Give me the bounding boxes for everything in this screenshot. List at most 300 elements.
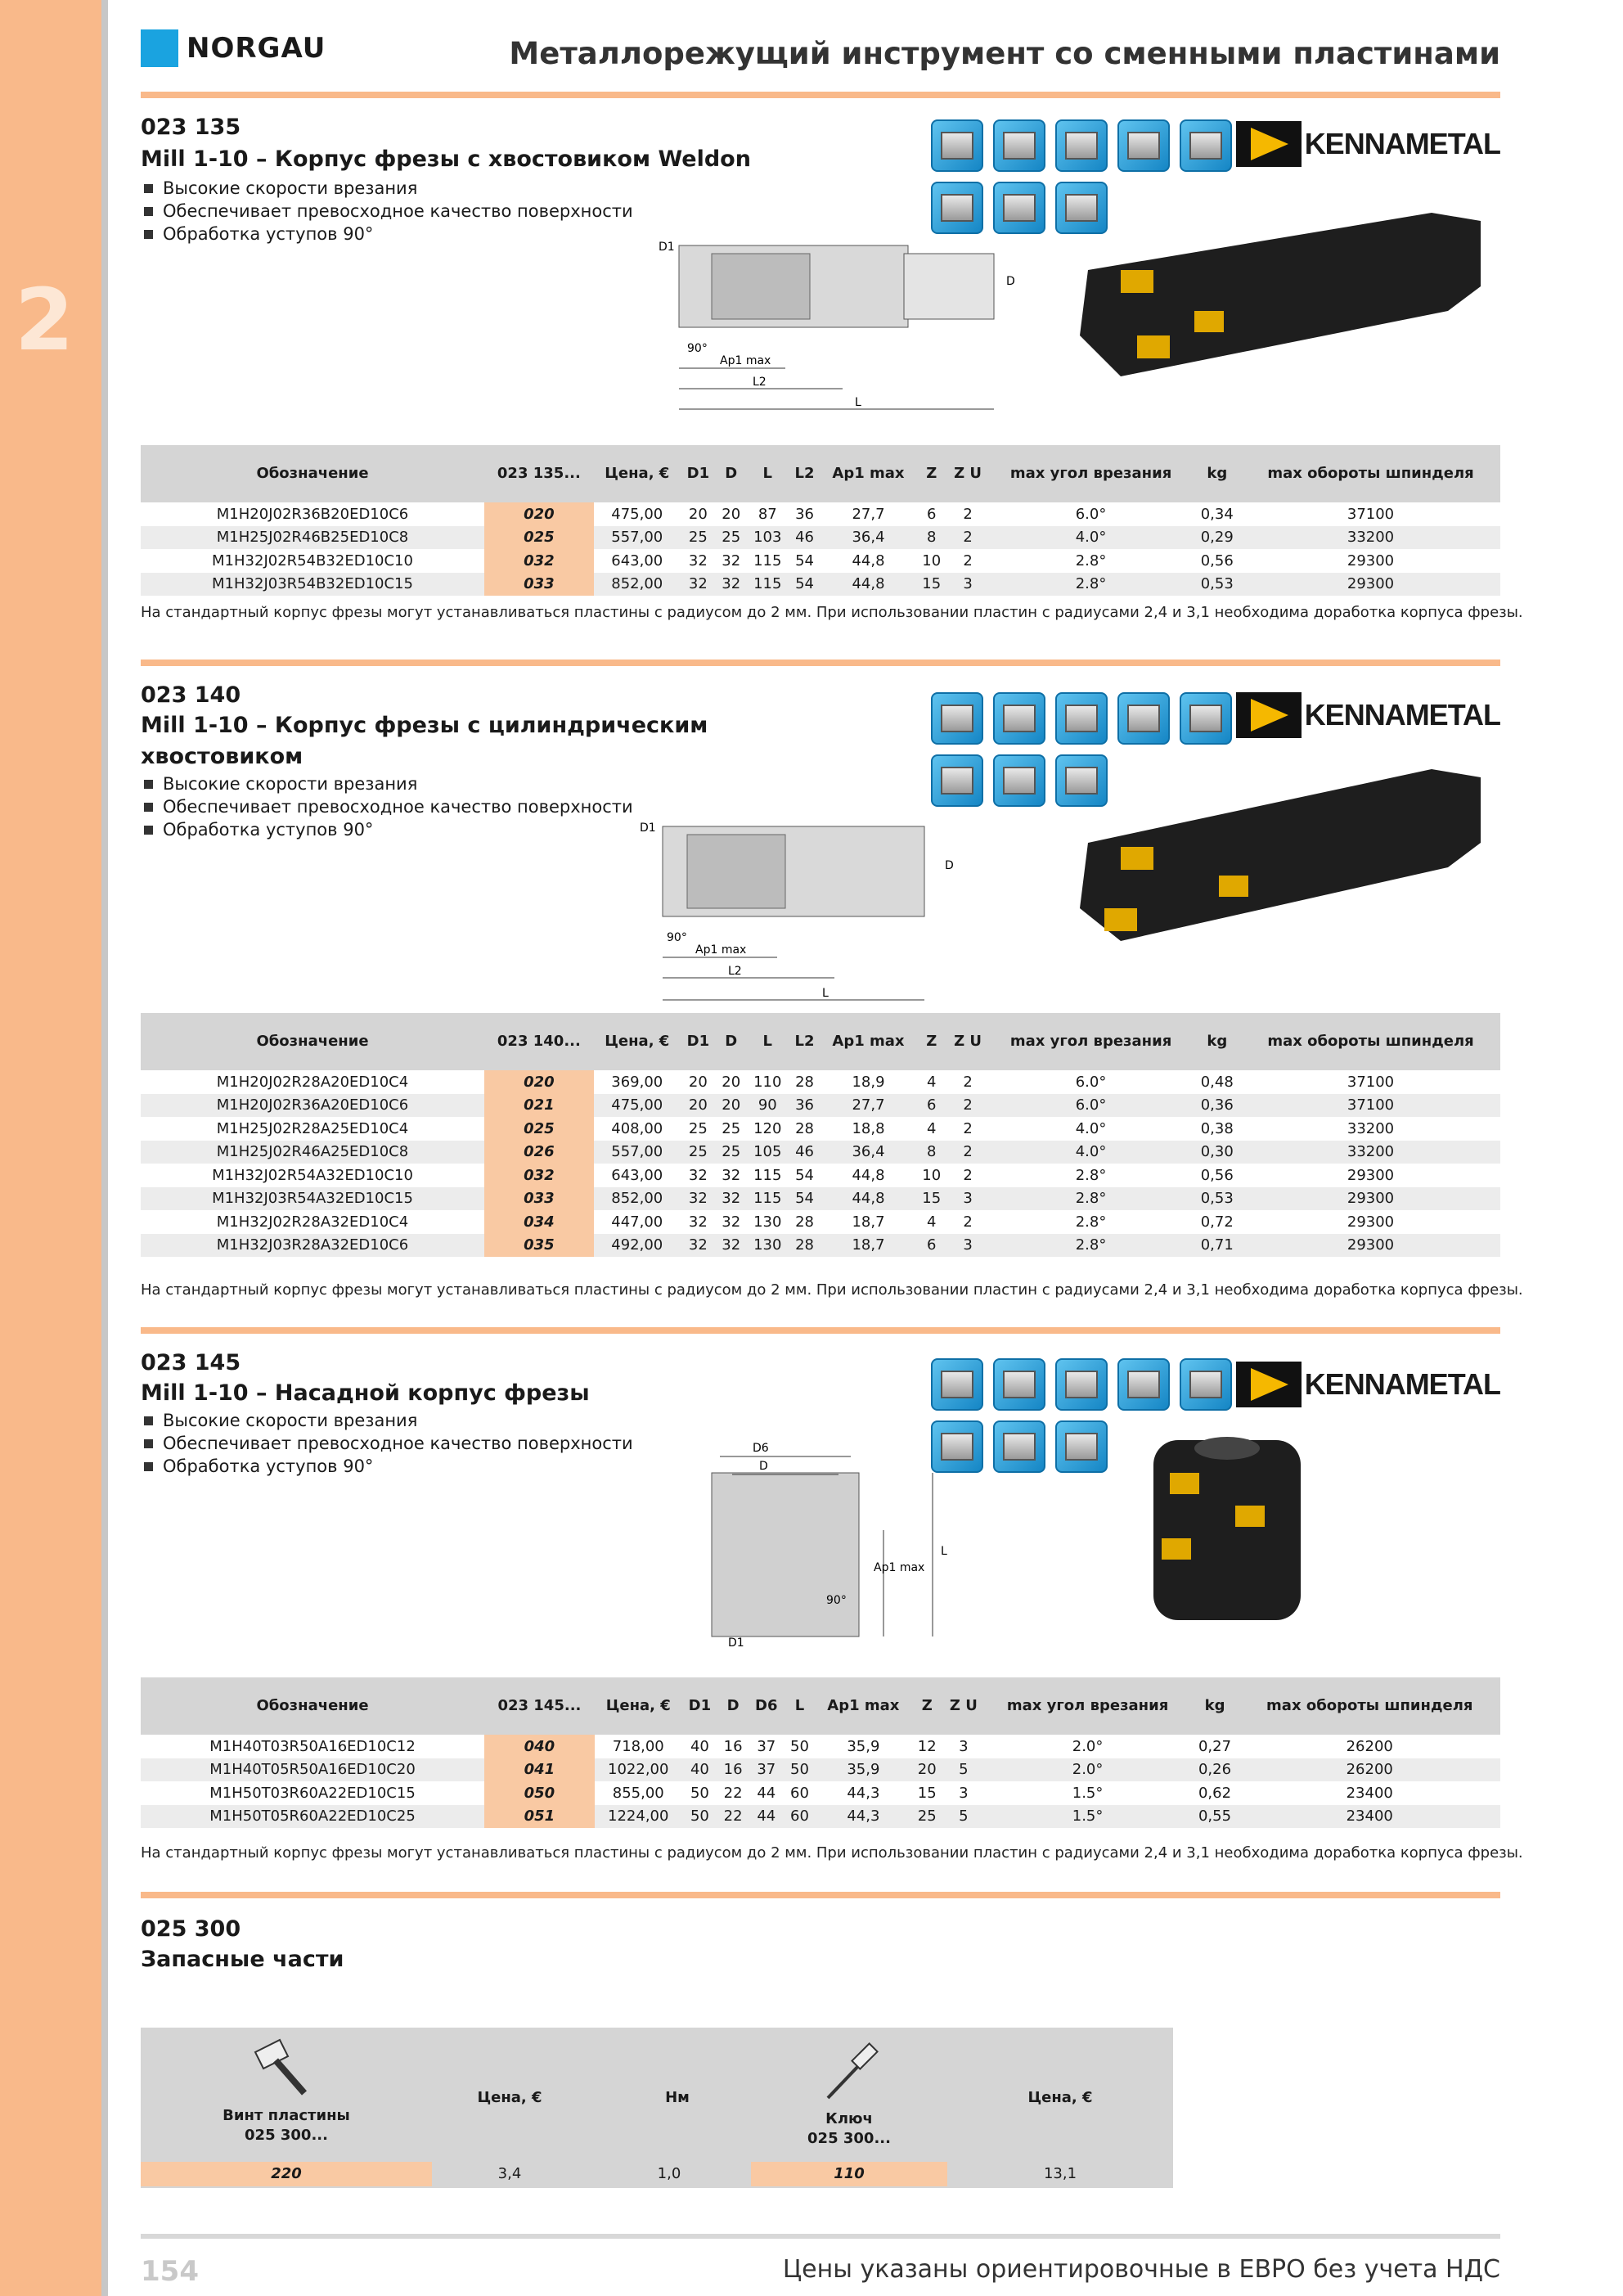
designation-cell: M1H32J02R54B32ED10C10 bbox=[212, 551, 413, 569]
screw-torque: 1,0 bbox=[657, 2165, 681, 2182]
value-cell: 26200 bbox=[1346, 1737, 1393, 1755]
section-title: Mill 1-10 – Корпус фрезы с хвостовиком Weldon bbox=[141, 146, 751, 172]
value-cell: 130 bbox=[753, 1213, 782, 1231]
value-cell: 115 bbox=[753, 1166, 782, 1184]
value-cell: 1022,00 bbox=[595, 1758, 682, 1782]
column-header: max угол врезания bbox=[989, 1013, 1194, 1070]
feature-item: Обработка уступов 90° bbox=[144, 1455, 633, 1478]
key-code: 110 bbox=[834, 2165, 865, 2182]
tool-photo bbox=[1137, 1424, 1317, 1669]
value-cell: 18,7 bbox=[852, 1213, 885, 1231]
value-cell: 2.8° bbox=[989, 1187, 1194, 1211]
feature-item: Обработка уступов 90° bbox=[144, 223, 633, 245]
value-cell: 37 bbox=[749, 1758, 784, 1782]
kennametal-k-icon bbox=[1236, 121, 1302, 167]
feature-list bbox=[144, 772, 633, 841]
value-cell: 37100 bbox=[1347, 1073, 1395, 1091]
value-cell: 54 bbox=[789, 1187, 820, 1211]
order-code-cell: 033 bbox=[484, 573, 594, 597]
value-cell: 0,53 bbox=[1194, 1187, 1242, 1211]
value-cell: 50 bbox=[682, 1805, 717, 1829]
spec-table-023140 bbox=[141, 1013, 1500, 1257]
value-cell: 2.0° bbox=[985, 1758, 1191, 1782]
tool-body bbox=[712, 1473, 859, 1636]
value-cell: 29300 bbox=[1347, 551, 1395, 569]
value-cell: 90 bbox=[747, 1094, 789, 1118]
value-cell: 32 bbox=[681, 1187, 716, 1211]
value-cell: 0,55 bbox=[1191, 1805, 1239, 1829]
value-cell: 2 bbox=[963, 551, 973, 569]
value-cell: 852,00 bbox=[594, 573, 681, 597]
section-code: 023 145 bbox=[141, 1350, 241, 1375]
value-cell: 33200 bbox=[1347, 1119, 1395, 1137]
value-cell: 32 bbox=[688, 1166, 708, 1184]
order-code-cell: 040 bbox=[484, 1735, 595, 1758]
angle-label: 90° bbox=[826, 1594, 847, 1607]
value-cell: 0,26 bbox=[1191, 1758, 1239, 1782]
key-icon bbox=[820, 2039, 885, 2105]
value-cell: 35,9 bbox=[847, 1737, 880, 1755]
dimension-drawing bbox=[687, 1440, 998, 1669]
feature-item: Высокие скорости врезания bbox=[144, 772, 633, 795]
table-row bbox=[141, 1805, 1500, 1829]
value-cell: 44 bbox=[757, 1784, 776, 1802]
value-cell: 37 bbox=[757, 1737, 776, 1755]
value-cell: 4 bbox=[927, 1213, 937, 1231]
column-header: max обороты шпинделя bbox=[1241, 445, 1500, 502]
designation-cell: M1H40T03R50A16ED10C12 bbox=[209, 1737, 416, 1755]
section-title: Mill 1-10 – Корпус фрезы с цилиндрическим bbox=[141, 713, 708, 738]
tool-flutes bbox=[687, 835, 785, 908]
value-cell: 369,00 bbox=[611, 1073, 663, 1091]
tool-shank bbox=[904, 254, 994, 319]
value-cell: 120 bbox=[753, 1119, 782, 1137]
column-header: Z U bbox=[947, 445, 989, 502]
kennametal-k-icon bbox=[1236, 1362, 1302, 1407]
value-cell: 5 bbox=[942, 1805, 984, 1829]
value-cell: 36 bbox=[789, 1094, 820, 1118]
column-header: Ap1 max bbox=[820, 1013, 916, 1070]
insert-icon bbox=[1235, 1506, 1265, 1527]
value-cell: 12 bbox=[917, 1737, 937, 1755]
value-cell: 60 bbox=[790, 1784, 809, 1802]
value-cell: 44 bbox=[749, 1805, 784, 1829]
value-cell: 46 bbox=[789, 526, 820, 550]
feature-item: Обработка уступов 90° bbox=[144, 818, 633, 841]
value-cell: 115 bbox=[747, 573, 789, 597]
value-cell: 29300 bbox=[1347, 1213, 1395, 1231]
value-cell: 103 bbox=[747, 526, 789, 550]
value-cell: 25 bbox=[716, 526, 747, 550]
ramping-icon bbox=[993, 692, 1045, 745]
order-code-cell: 025 bbox=[484, 526, 594, 550]
value-cell: 46 bbox=[789, 1141, 820, 1164]
table-row bbox=[141, 1210, 1500, 1234]
l-label: L bbox=[822, 987, 829, 1000]
designation-cell: M1H20J02R28A20ED10C4 bbox=[216, 1073, 409, 1091]
table-row bbox=[141, 549, 1500, 573]
value-cell: 3 bbox=[947, 1187, 989, 1211]
column-header: max обороты шпинделя bbox=[1241, 1013, 1500, 1070]
value-cell: 3 bbox=[947, 573, 989, 597]
value-cell: 44,3 bbox=[847, 1784, 880, 1802]
designation-cell: M1H50T03R60A22ED10C15 bbox=[209, 1784, 416, 1802]
value-cell: 0,29 bbox=[1194, 526, 1242, 550]
value-cell: 0,27 bbox=[1198, 1737, 1232, 1755]
value-cell: 0,72 bbox=[1200, 1213, 1234, 1231]
value-cell: 54 bbox=[795, 551, 814, 569]
order-code-cell: 051 bbox=[484, 1805, 595, 1829]
kennametal-text: KENNAMETAL bbox=[1304, 127, 1500, 160]
tool-flutes bbox=[712, 254, 810, 319]
value-cell: 36,4 bbox=[820, 526, 916, 550]
table-row bbox=[141, 1234, 1500, 1258]
column-header: D bbox=[716, 1013, 747, 1070]
table-row bbox=[141, 1141, 1500, 1164]
note: На стандартный корпус фрезы могут устанавливаться пластины с радиусом до 2 мм. При использовании пластин с радиусами 2,4 и 3,1 необходима доработка корпуса фрезы. bbox=[141, 1844, 1523, 1862]
designation-cell: M1H32J02R28A32ED10C4 bbox=[216, 1213, 409, 1231]
value-cell: 23400 bbox=[1346, 1784, 1393, 1802]
value-cell: 27,7 bbox=[852, 505, 885, 523]
feature-item: Обеспечивает превосходное качество поверхности bbox=[144, 200, 633, 223]
value-cell: 26200 bbox=[1239, 1758, 1501, 1782]
value-cell: 16 bbox=[717, 1758, 749, 1782]
value-cell: 15 bbox=[916, 573, 947, 597]
order-code-cell: 050 bbox=[484, 1781, 595, 1805]
section-rule bbox=[141, 1892, 1500, 1898]
order-code-cell: 033 bbox=[484, 1187, 594, 1211]
designation-cell: M1H25J02R46A25ED10C8 bbox=[141, 1141, 484, 1164]
value-cell: 8 bbox=[916, 1141, 947, 1164]
insert-icon bbox=[1194, 311, 1224, 332]
value-cell: 0,34 bbox=[1200, 505, 1234, 523]
value-cell: 4.0° bbox=[1075, 1119, 1107, 1137]
tool-photo bbox=[1072, 769, 1497, 949]
value-cell: 852,00 bbox=[594, 1187, 681, 1211]
d1-label: D1 bbox=[659, 241, 675, 254]
tool-photo bbox=[1072, 213, 1497, 393]
insert-icon bbox=[1137, 335, 1170, 358]
shoulder-milling-icon bbox=[1180, 1358, 1232, 1411]
value-cell: 1.5° bbox=[985, 1805, 1191, 1829]
value-cell: 25 bbox=[722, 1119, 741, 1137]
shoulder-milling-icon bbox=[1180, 119, 1232, 172]
designation-cell: M1H40T05R50A16ED10C20 bbox=[141, 1758, 484, 1782]
value-cell: 643,00 bbox=[611, 1166, 663, 1184]
order-code-cell: 041 bbox=[484, 1758, 595, 1782]
table-row bbox=[141, 1781, 1500, 1805]
ap1-label: Ap1 max bbox=[720, 354, 771, 367]
value-cell: 25 bbox=[911, 1805, 942, 1829]
dimension-drawing bbox=[654, 237, 1063, 425]
section-rule bbox=[141, 92, 1500, 98]
value-cell: 4.0° bbox=[989, 1141, 1194, 1164]
column-header: Ap1 max bbox=[820, 445, 916, 502]
designation-cell: M1H32J02R54A32ED10C10 bbox=[212, 1166, 413, 1184]
insert-icon bbox=[1170, 1473, 1199, 1494]
note: На стандартный корпус фрезы могут устанавливаться пластины с радиусом до 2 мм. При использовании пластин с радиусами 2,4 и 3,1 необходима доработка корпуса фрезы. bbox=[141, 1281, 1523, 1299]
value-cell: 25 bbox=[681, 526, 716, 550]
value-cell: 32 bbox=[716, 573, 747, 597]
order-code-cell: 035 bbox=[484, 1234, 594, 1258]
designation-cell: M1H32J03R54B32ED10C15 bbox=[141, 573, 484, 597]
value-cell: 0,36 bbox=[1194, 1094, 1242, 1118]
value-cell: 32 bbox=[688, 1213, 708, 1231]
screw-icon bbox=[247, 2036, 312, 2101]
value-cell: 44,8 bbox=[820, 1187, 916, 1211]
feature-item: Обеспечивает превосходное качество поверхности bbox=[144, 795, 633, 818]
ramping-icon bbox=[993, 1358, 1045, 1411]
value-cell: 44,8 bbox=[820, 573, 916, 597]
face-milling-icon bbox=[931, 119, 983, 172]
value-cell: 0,48 bbox=[1200, 1073, 1234, 1091]
value-cell: 2.8° bbox=[1075, 1213, 1107, 1231]
face-milling-icon bbox=[931, 1358, 983, 1411]
value-cell: 557,00 bbox=[594, 526, 681, 550]
value-cell: 54 bbox=[789, 573, 820, 597]
value-cell: 37100 bbox=[1241, 1094, 1500, 1118]
value-cell: 20 bbox=[722, 505, 741, 523]
value-cell: 110 bbox=[753, 1073, 782, 1091]
value-cell: 37100 bbox=[1347, 505, 1395, 523]
value-cell: 40 bbox=[682, 1758, 717, 1782]
value-cell: 32 bbox=[681, 573, 716, 597]
shoulder-milling-icon bbox=[1180, 692, 1232, 745]
value-cell: 475,00 bbox=[594, 1094, 681, 1118]
order-code-cell: 026 bbox=[484, 1141, 594, 1164]
value-cell: 22 bbox=[723, 1784, 743, 1802]
coolant-icon bbox=[1055, 1420, 1108, 1473]
key-price: 13,1 bbox=[1043, 2165, 1077, 2182]
value-cell: 20 bbox=[716, 1094, 747, 1118]
value-cell: 1224,00 bbox=[595, 1805, 682, 1829]
order-code-cell: 020 bbox=[484, 502, 594, 526]
column-header: 023 135... bbox=[484, 445, 594, 502]
value-cell: 28 bbox=[795, 1119, 814, 1137]
section-code: 023 140 bbox=[141, 682, 241, 708]
value-cell: 27,7 bbox=[820, 1094, 916, 1118]
table-row bbox=[141, 573, 1500, 597]
insert-icon bbox=[1104, 908, 1137, 931]
column-header: Z U bbox=[942, 1677, 984, 1735]
l2-label: L2 bbox=[728, 965, 742, 978]
value-cell: 0,53 bbox=[1194, 573, 1242, 597]
value-cell: 557,00 bbox=[594, 1141, 681, 1164]
column-header: D1 bbox=[682, 1677, 717, 1735]
order-code-cell: 032 bbox=[484, 549, 594, 573]
table-row bbox=[141, 1187, 1500, 1211]
kennametal-k-icon bbox=[1236, 692, 1302, 738]
order-code-cell: 025 bbox=[484, 1117, 594, 1141]
value-cell: 3 bbox=[959, 1737, 969, 1755]
value-cell: 5 bbox=[942, 1758, 984, 1782]
value-cell: 855,00 bbox=[612, 1784, 664, 1802]
value-cell: 32 bbox=[688, 551, 708, 569]
value-cell: 6 bbox=[916, 1094, 947, 1118]
value-cell: 0,62 bbox=[1198, 1784, 1232, 1802]
spec-table-023145 bbox=[141, 1677, 1500, 1828]
pocketing-icon bbox=[1117, 119, 1170, 172]
table-row bbox=[141, 526, 1500, 550]
ramping-icon bbox=[993, 119, 1045, 172]
insert-icon bbox=[1121, 270, 1153, 293]
column-header: Обозначение bbox=[141, 1013, 484, 1070]
value-cell: 28 bbox=[789, 1234, 820, 1258]
value-cell: 2 bbox=[963, 505, 973, 523]
value-cell: 408,00 bbox=[611, 1119, 663, 1137]
feature-item: Высокие скорости врезания bbox=[144, 1409, 633, 1432]
feature-list bbox=[144, 177, 633, 245]
value-cell: 50 bbox=[785, 1758, 816, 1782]
note: На стандартный корпус фрезы могут устанавливаться пластины с радиусом до 2 мм. При использовании пластин с радиусами 2,4 и 3,1 необходима доработка корпуса фрезы. bbox=[141, 604, 1523, 621]
value-cell: 16 bbox=[723, 1737, 743, 1755]
screw-code-label: 025 300... bbox=[245, 2127, 328, 2144]
value-cell: 115 bbox=[753, 551, 782, 569]
column-header: D bbox=[717, 1677, 749, 1735]
table-row bbox=[141, 1735, 1500, 1758]
value-cell: 2.8° bbox=[1075, 1166, 1107, 1184]
ap1-label: Ap1 max bbox=[695, 943, 747, 957]
value-cell: 130 bbox=[747, 1234, 789, 1258]
l-label: L bbox=[855, 396, 861, 409]
helical-interpolation-icon bbox=[993, 182, 1045, 234]
plunging-icon bbox=[931, 754, 983, 807]
chapter-number: 2 bbox=[15, 270, 74, 370]
d1-label: D1 bbox=[640, 822, 656, 835]
value-cell: 32 bbox=[722, 1213, 741, 1231]
value-cell: 33200 bbox=[1241, 1141, 1500, 1164]
angle-label: 90° bbox=[667, 931, 687, 944]
sidebar-stripe bbox=[101, 0, 108, 2296]
value-cell: 32 bbox=[716, 1187, 747, 1211]
value-cell: 6 bbox=[927, 505, 937, 523]
value-cell: 0,56 bbox=[1200, 551, 1234, 569]
value-cell: 36 bbox=[795, 505, 814, 523]
value-cell: 28 bbox=[795, 1073, 814, 1091]
column-header: 023 140... bbox=[484, 1013, 594, 1070]
value-cell: 2.0° bbox=[1072, 1737, 1104, 1755]
value-cell: 6.0° bbox=[989, 1094, 1194, 1118]
section-title: Запасные части bbox=[141, 1947, 344, 1972]
kennametal-logo bbox=[1236, 121, 1500, 167]
sidebar-band bbox=[0, 0, 101, 2296]
value-cell: 60 bbox=[785, 1805, 816, 1829]
value-cell: 643,00 bbox=[611, 551, 663, 569]
insert-icon bbox=[1121, 847, 1153, 870]
section-rule bbox=[141, 660, 1500, 666]
designation-cell: M1H25J02R46B25ED10C8 bbox=[141, 526, 484, 550]
page-title: Металлорежущий инструмент со сменными пластинами bbox=[509, 36, 1500, 71]
table-row bbox=[141, 1117, 1500, 1141]
value-cell: 475,00 bbox=[611, 505, 663, 523]
face-milling-icon bbox=[931, 692, 983, 745]
slotting-icon bbox=[1055, 1358, 1108, 1411]
designation-cell: M1H50T05R60A22ED10C25 bbox=[141, 1805, 484, 1829]
value-cell: 3 bbox=[947, 1234, 989, 1258]
value-cell: 50 bbox=[790, 1737, 809, 1755]
value-cell: 50 bbox=[690, 1784, 709, 1802]
feature-item: Обеспечивает превосходное качество поверхности bbox=[144, 1432, 633, 1455]
key-label: Ключ bbox=[825, 2110, 873, 2127]
value-cell: 2 bbox=[963, 1213, 973, 1231]
value-cell: 4 bbox=[927, 1073, 937, 1091]
brand-name: NORGAU bbox=[187, 32, 326, 65]
column-header: L bbox=[785, 1677, 816, 1735]
value-cell: 35,9 bbox=[815, 1758, 911, 1782]
column-header: kg bbox=[1194, 1013, 1242, 1070]
value-cell: 40 bbox=[690, 1737, 709, 1755]
value-cell: 492,00 bbox=[594, 1234, 681, 1258]
feature-list bbox=[144, 1409, 633, 1478]
column-header: D1 bbox=[681, 445, 716, 502]
column-header: Z bbox=[916, 1013, 947, 1070]
value-cell: 4 bbox=[927, 1119, 937, 1137]
screw-code: 220 bbox=[271, 2165, 302, 2182]
value-cell: 29300 bbox=[1241, 573, 1500, 597]
value-cell: 0,30 bbox=[1194, 1141, 1242, 1164]
order-code-cell: 034 bbox=[484, 1210, 594, 1234]
nm-label: Нм bbox=[665, 2089, 690, 2106]
value-cell: 20 bbox=[688, 1073, 708, 1091]
value-cell: 447,00 bbox=[611, 1213, 663, 1231]
spare-parts-table bbox=[141, 2028, 1173, 2188]
value-cell: 3 bbox=[959, 1784, 969, 1802]
value-cell: 2 bbox=[963, 1166, 973, 1184]
value-cell: 54 bbox=[795, 1166, 814, 1184]
table-row bbox=[141, 1758, 1500, 1782]
column-header: D bbox=[716, 445, 747, 502]
value-cell: 28 bbox=[795, 1213, 814, 1231]
kennametal-text: KENNAMETAL bbox=[1304, 1367, 1500, 1401]
column-header: L bbox=[747, 1013, 789, 1070]
table-row bbox=[141, 1094, 1500, 1118]
value-cell: 2.8° bbox=[989, 1234, 1194, 1258]
column-header: Цена, € bbox=[594, 445, 681, 502]
kennametal-text: KENNAMETAL bbox=[1304, 698, 1500, 732]
value-cell: 18,7 bbox=[820, 1234, 916, 1258]
value-cell: 32 bbox=[681, 1234, 716, 1258]
tool-silhouette bbox=[1153, 1440, 1301, 1620]
column-header: Обозначение bbox=[141, 445, 484, 502]
section-title: Mill 1-10 – Насадной корпус фрезы bbox=[141, 1380, 590, 1406]
kennametal-logo bbox=[1236, 1362, 1500, 1407]
column-header: max угол врезания bbox=[989, 445, 1194, 502]
value-cell: 25 bbox=[681, 1141, 716, 1164]
section-rule bbox=[141, 1327, 1500, 1334]
section-title-line2: хвостовиком bbox=[141, 744, 303, 769]
table-row bbox=[141, 1164, 1500, 1187]
column-header: 023 145... bbox=[484, 1677, 595, 1735]
value-cell: 29300 bbox=[1347, 1166, 1395, 1184]
order-code-cell: 020 bbox=[484, 1070, 594, 1094]
plunging-icon bbox=[931, 182, 983, 234]
angle-label: 90° bbox=[687, 342, 708, 355]
d-label: D bbox=[1006, 275, 1015, 288]
column-header: D1 bbox=[681, 1013, 716, 1070]
column-header: Z bbox=[911, 1677, 942, 1735]
column-header: kg bbox=[1191, 1677, 1239, 1735]
table-row bbox=[141, 502, 1500, 526]
value-cell: 2 bbox=[963, 1119, 973, 1137]
value-cell: 15 bbox=[916, 1187, 947, 1211]
kennametal-logo bbox=[1236, 692, 1500, 738]
column-header: max угол врезания bbox=[985, 1677, 1191, 1735]
footer-text: Цены указаны ориентировочные в ЕВРО без учета НДС bbox=[782, 2255, 1500, 2284]
d6-label: D6 bbox=[753, 1442, 769, 1455]
pocketing-icon bbox=[1117, 1358, 1170, 1411]
value-cell: 23400 bbox=[1239, 1805, 1501, 1829]
value-cell: 15 bbox=[917, 1784, 937, 1802]
